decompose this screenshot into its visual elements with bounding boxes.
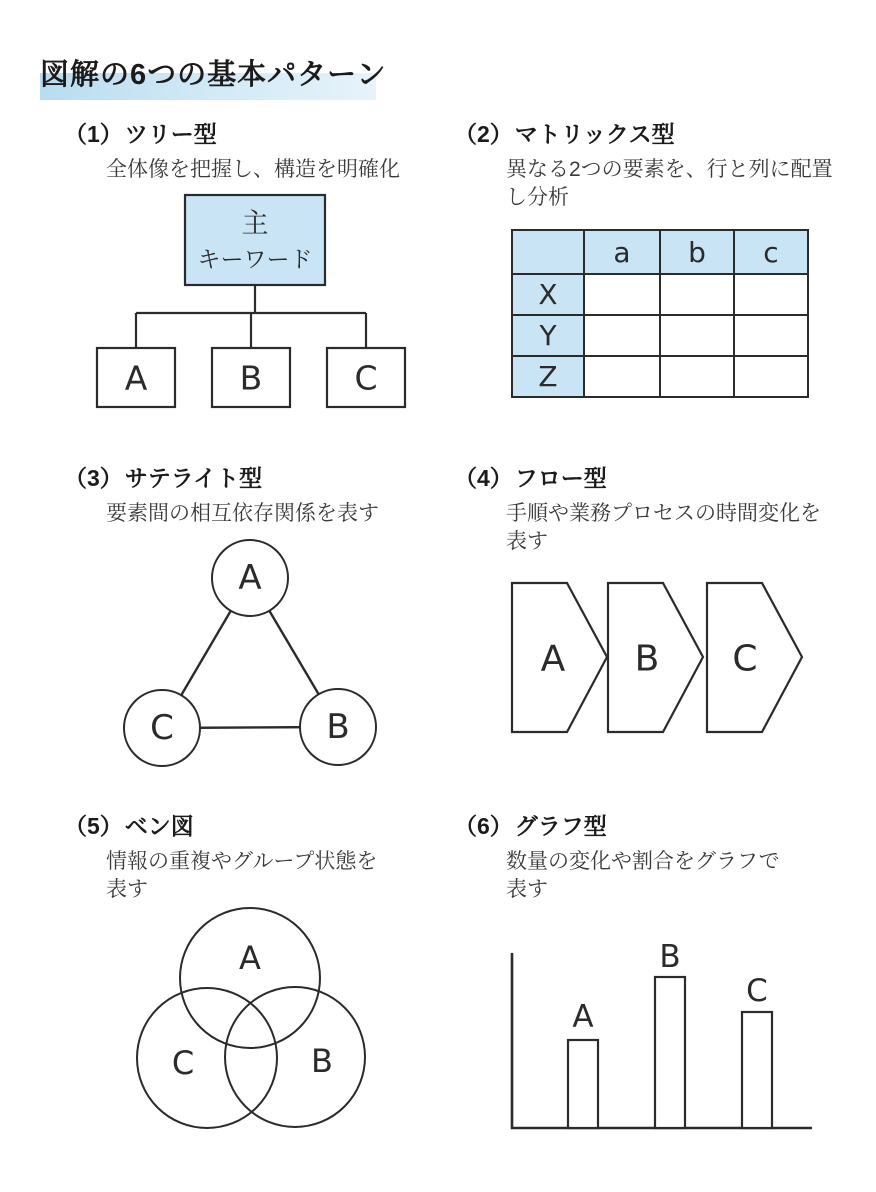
- matrix-cell: [660, 274, 734, 315]
- section-name: ベン図: [124, 813, 194, 839]
- section-description-venn: 情報の重複やグループ状態を 表す: [106, 850, 378, 901]
- matrix-cell: [734, 315, 808, 356]
- venn-circle: [180, 908, 320, 1048]
- section-heading-tree: [64, 116, 217, 149]
- section-description-satellite: 要素間の相互依存関係を表す: [106, 502, 379, 525]
- flow-diagram: [505, 575, 815, 740]
- matrix-cell: [584, 274, 660, 315]
- section-name: マトリックス型: [514, 121, 675, 147]
- matrix-row-header: Y: [512, 315, 584, 356]
- section-heading-flow: [454, 460, 607, 493]
- matrix-corner-cell: [512, 230, 584, 274]
- page-title-text: 図解の6つの基本パターン: [40, 59, 387, 91]
- flow-step-label: C: [732, 638, 758, 680]
- matrix-table: [511, 229, 809, 398]
- tree-child-label: B: [239, 358, 263, 398]
- bar-chart: [505, 939, 825, 1140]
- satellite-diagram: [100, 530, 380, 780]
- section-number: （1）: [64, 121, 123, 147]
- section-heading-venn: [64, 808, 194, 841]
- section-number: （6）: [454, 813, 513, 839]
- matrix-row-header: Z: [512, 356, 584, 397]
- tree-child-label: A: [124, 358, 148, 398]
- matrix-column-header: b: [660, 230, 734, 274]
- section-description-matrix: 異なる2つの要素を、行と列に配置 し分析: [506, 158, 833, 209]
- section-description-graph: 数量の変化や割合をグラフで 表す: [506, 850, 780, 901]
- section-number: （2）: [454, 121, 513, 147]
- section-heading-graph: [454, 808, 607, 841]
- satellite-node-label: C: [150, 708, 174, 748]
- venn-circle: [225, 987, 365, 1127]
- tree-diagram: [60, 190, 420, 420]
- bar: [568, 1040, 598, 1128]
- matrix-column-header: a: [584, 230, 660, 274]
- tree-root-label-line1: 主: [241, 208, 269, 240]
- venn-set-label: C: [171, 1044, 195, 1082]
- flow-step-label: B: [634, 638, 660, 680]
- section-name: グラフ型: [514, 813, 607, 839]
- matrix-cell: [660, 356, 734, 397]
- section-name: ツリー型: [124, 121, 217, 147]
- page-title: [40, 52, 387, 93]
- satellite-node-label: B: [326, 707, 350, 747]
- venn-circle: [137, 988, 277, 1128]
- tree-root-label-line2: キーワード: [197, 247, 313, 273]
- bar-label: B: [659, 939, 681, 975]
- venn-set-label: B: [311, 1042, 333, 1080]
- section-number: （4）: [454, 465, 513, 491]
- section-description-flow: 手順や業務プロセスの時間変化を 表す: [506, 502, 821, 553]
- bar-label: C: [746, 973, 768, 1009]
- venn-set-label: A: [239, 939, 261, 977]
- tree-child-label: C: [354, 358, 378, 398]
- matrix-cell: [734, 356, 808, 397]
- section-name: フロー型: [514, 465, 607, 491]
- bar-label: A: [572, 999, 594, 1035]
- section-number: （5）: [64, 813, 123, 839]
- venn-diagram: [130, 900, 370, 1140]
- bar: [655, 977, 685, 1128]
- matrix-column-header: c: [734, 230, 808, 274]
- flow-step-label: A: [540, 638, 566, 680]
- satellite-node-label: A: [238, 558, 262, 598]
- section-name: サテライト型: [124, 465, 263, 491]
- tree-connector-lines: [136, 285, 366, 348]
- section-heading-matrix: [454, 116, 675, 149]
- matrix-cell: [734, 274, 808, 315]
- matrix-cell: [584, 315, 660, 356]
- section-description-tree: 全体像を把握し、構造を明確化: [106, 158, 400, 181]
- matrix-cell: [584, 356, 660, 397]
- bar: [742, 1012, 772, 1128]
- matrix-row-header: X: [512, 274, 584, 315]
- section-number: （3）: [64, 465, 123, 491]
- matrix-cell: [660, 315, 734, 356]
- section-heading-satellite: [64, 460, 262, 493]
